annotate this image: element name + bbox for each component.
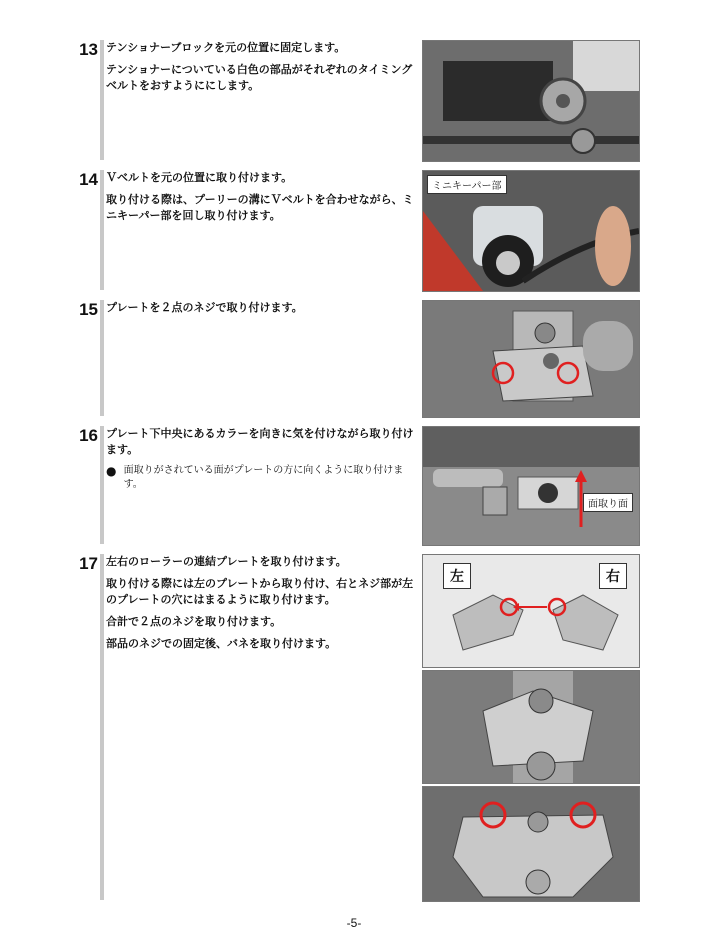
step-photo <box>422 300 640 418</box>
bullet-dot-icon: ● <box>106 464 117 478</box>
step-photo-bottom <box>422 786 640 902</box>
step-divider <box>100 170 104 290</box>
step-line: 取り付ける際には左のプレートから取り付け、右とネジ部が左のプレートの穴にはまるように取り付けます。 <box>106 577 414 606</box>
photo-label: ミニキーパー部 <box>427 175 507 194</box>
photo-label-left: 左 <box>443 563 471 589</box>
step-number: 17 <box>79 554 98 573</box>
step-divider <box>100 300 104 416</box>
step-line: Ｖベルトを元の位置に取り付けます。 <box>106 171 293 184</box>
step-photo-middle <box>422 670 640 784</box>
photo-illustration <box>423 427 639 545</box>
step-number: 13 <box>79 40 98 59</box>
step-text <box>106 426 416 492</box>
step-number: 16 <box>79 426 98 445</box>
step-line: プレート下中央にあるカラーを向きに気を付けながら取り付けます。 <box>106 427 414 456</box>
step-number: 14 <box>79 170 98 189</box>
step-text <box>106 300 416 322</box>
step-photo <box>422 40 640 162</box>
step-line: プレートを２点のネジで取り付けます。 <box>106 301 303 314</box>
step-photo-top <box>422 554 640 668</box>
step-line: 部品のネジでの固定後、バネを取り付けます。 <box>106 637 337 650</box>
step-text <box>106 554 416 658</box>
page-number: -5- <box>346 916 362 930</box>
photo-illustration <box>423 671 639 783</box>
step-divider <box>100 426 104 544</box>
photo-illustration <box>423 787 639 901</box>
photo-illustration <box>423 41 639 161</box>
step-line: 合計で２点のネジを取り付けます。 <box>106 615 282 628</box>
photo-illustration <box>423 301 639 417</box>
step-text <box>106 170 416 230</box>
step-number: 15 <box>79 300 98 319</box>
step-line: 左右のローラーの連結プレートを取り付けます。 <box>106 555 347 568</box>
step-line: テンショナーについている白色の部品がそれぞれのタイミングベルトをおすようににします。 <box>106 63 413 92</box>
bullet-note <box>106 464 416 492</box>
step-divider <box>100 554 104 900</box>
step-line: 取り付ける際は、プーリーの溝にＶベルトを合わせながら、ミニキーパー部を回し取り付けます。 <box>106 193 414 222</box>
photo-label: 面取り面 <box>583 493 633 512</box>
bullet-text: 面取りがされている面がプレートの方に向くように取り付けます。 <box>123 465 404 490</box>
step-divider <box>100 40 104 160</box>
step-photo <box>422 170 640 292</box>
photo-label-right: 右 <box>599 563 627 589</box>
step-photo <box>422 426 640 546</box>
step-line: テンショナーブロックを元の位置に固定します。 <box>106 41 346 54</box>
step-text <box>106 40 416 100</box>
